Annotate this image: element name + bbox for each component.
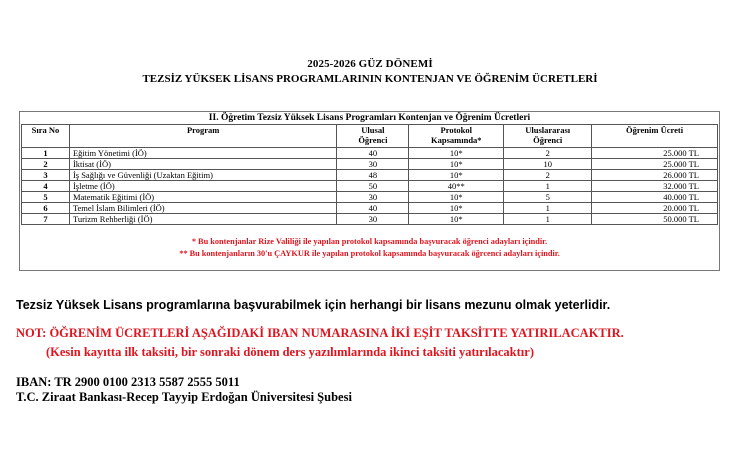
row-international: 2: [504, 170, 592, 181]
header-protocol-line1: Protokol: [440, 125, 473, 135]
row-national: 40: [337, 203, 409, 214]
requirement-text: Tezsiz Yüksek Lisans programlarına başvurabilmek için herhangi bir lisans mezunu olmak yeterlidir.: [16, 298, 611, 312]
row-national: 30: [337, 192, 409, 203]
header-fee: Öğrenim Ücreti: [592, 125, 718, 148]
row-fee: 50.000 TL: [592, 214, 718, 225]
row-fee: 25.000 TL: [592, 159, 718, 170]
row-program: Temel İslam Bilimleri (İÖ): [69, 203, 336, 214]
row-protocol: 10*: [409, 148, 504, 159]
row-fee: 25.000 TL: [592, 148, 718, 159]
table-row: [22, 192, 718, 203]
row-national: 40: [337, 148, 409, 159]
row-no: 7: [22, 214, 70, 225]
footnote-caykur: ** Bu kontenjanların 30'u ÇAYKUR ile yapılan protokol kapsamında başvuracak öğrcenci adayları içindir.: [179, 249, 560, 258]
row-program: Matematik Eğitimi (İÖ): [69, 192, 336, 203]
term-title: 2025-2026 GÜZ DÖNEMİ: [307, 58, 433, 70]
row-national: 30: [337, 214, 409, 225]
table-header-row: [22, 125, 718, 148]
row-protocol: 40**: [409, 181, 504, 192]
table-row: [22, 214, 718, 225]
row-national: 48: [337, 170, 409, 181]
table-row: [22, 181, 718, 192]
row-protocol: 10*: [409, 203, 504, 214]
row-national: 30: [337, 159, 409, 170]
bank-name: T.C. Ziraat Bankası-Recep Tayyip Erdoğan Üniversitesi Şubesi: [16, 390, 352, 404]
header-intl-line2: Öğrenci: [533, 135, 563, 145]
row-protocol: 10*: [409, 159, 504, 170]
table-row: [22, 203, 718, 214]
row-program: İşletme (İÖ): [69, 181, 336, 192]
row-fee: 40.000 TL: [592, 192, 718, 203]
row-no: 2: [22, 159, 70, 170]
row-no: 3: [22, 170, 70, 181]
row-protocol: 10*: [409, 214, 504, 225]
header-protocol-line2: Kapsamında*: [431, 135, 482, 145]
header-national-line1: Ulusal: [361, 125, 385, 135]
fees-table: [21, 124, 718, 225]
table-caption: II. Öğretim Tezsiz Yüksek Lisans Programları Kontenjan ve Öğrenim Ücretleri: [208, 113, 531, 123]
row-international: 2: [504, 148, 592, 159]
page-title: TEZSİZ YÜKSEK LİSANS PROGRAMLARININ KONTENJAN VE ÖĞRENİM ÜCRETLERİ: [142, 73, 598, 85]
row-program: Turizm Rehberliği (İÖ): [69, 214, 336, 225]
table-row: [22, 159, 718, 170]
header-protocol: [409, 125, 504, 148]
row-program: İş Sağlığı ve Güvenliği (Uzaktan Eğitim): [69, 170, 336, 181]
table-row: [22, 170, 718, 181]
header-international: [504, 125, 592, 148]
payment-notice-detail: (Kesin kayıtta ilk taksiti, bir sonraki dönem ders yazılımlarında ikinci taksiti yatırılacaktır): [46, 345, 534, 359]
row-international: 1: [504, 181, 592, 192]
row-international: 1: [504, 214, 592, 225]
footnote-protocol: * Bu kontenjanlar Rize Valiliği ile yapılan protokol kapsamında başvuracak öğrenci adayları içindir.: [191, 237, 548, 246]
row-program: Eğitim Yönetimi (İÖ): [69, 148, 336, 159]
header-program: Program: [69, 125, 336, 148]
header-no: Sıra No: [22, 125, 70, 148]
table-row: [22, 148, 718, 159]
row-program: İktisat (İÖ): [69, 159, 336, 170]
row-protocol: 10*: [409, 192, 504, 203]
row-national: 50: [337, 181, 409, 192]
row-no: 5: [22, 192, 70, 203]
header-national-line2: Öğrenci: [358, 135, 388, 145]
row-no: 1: [22, 148, 70, 159]
row-no: 4: [22, 181, 70, 192]
row-no: 6: [22, 203, 70, 214]
header-intl-line1: Uluslararası: [525, 125, 571, 135]
row-international: 5: [504, 192, 592, 203]
payment-notice: NOT: ÖĞRENİM ÜCRETLERİ AŞAĞIDAKİ IBAN NUMARASINA İKİ EŞİT TAKSİTTE YATIRILACAKTIR.: [16, 326, 624, 340]
row-international: 10: [504, 159, 592, 170]
iban-text: IBAN: TR 2900 0100 2313 5587 2555 5011: [16, 375, 240, 389]
header-national: [337, 125, 409, 148]
row-international: 1: [504, 203, 592, 214]
row-fee: 32.000 TL: [592, 181, 718, 192]
row-protocol: 10*: [409, 170, 504, 181]
row-fee: 26.000 TL: [592, 170, 718, 181]
row-fee: 20.000 TL: [592, 203, 718, 214]
